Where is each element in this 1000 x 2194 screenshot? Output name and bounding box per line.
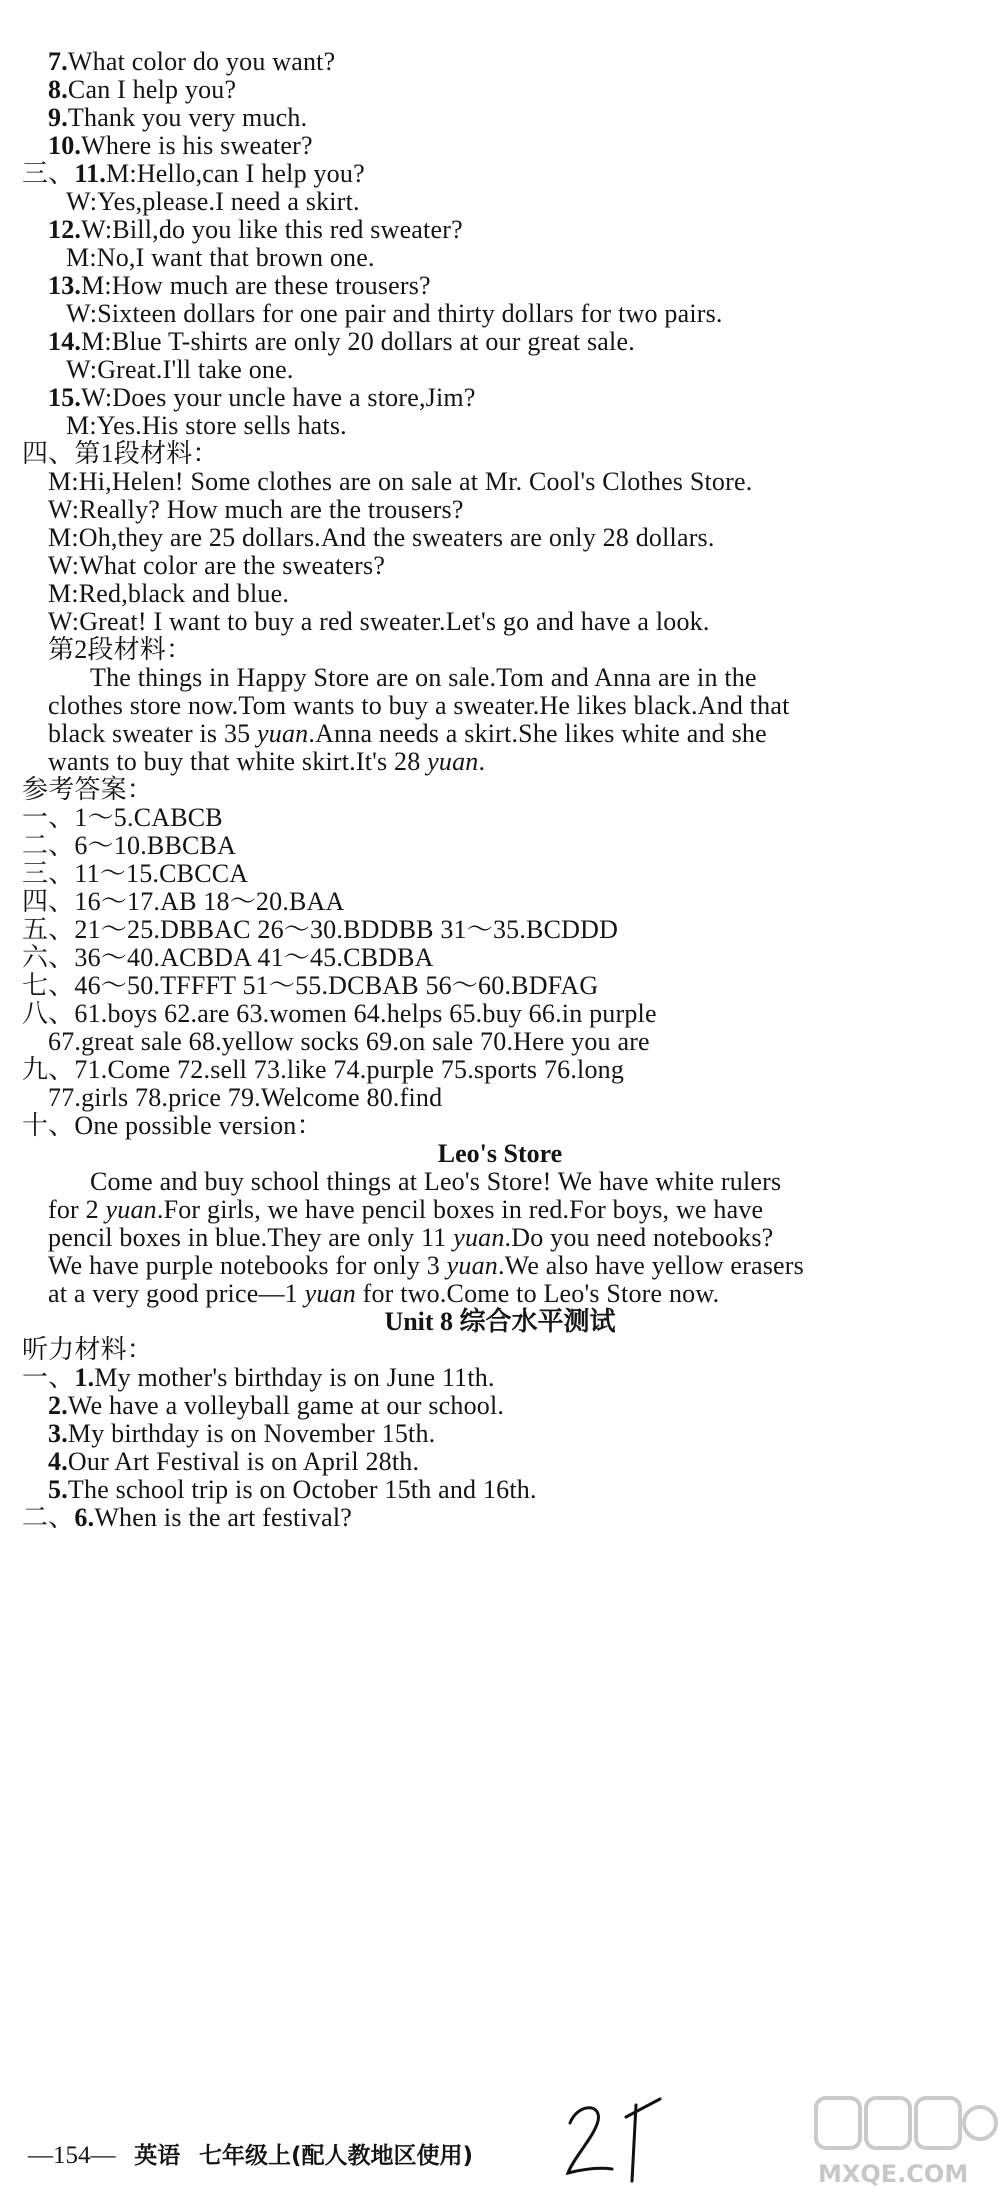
italic-word: yuan bbox=[304, 1279, 356, 1308]
line-text: 五、21～25.DBBAC 26～30.BDDBB 31～35.BCDDD bbox=[22, 915, 619, 944]
line-text: 八、61.boys 62.are 63.women 64.helps 65.buy 66.in purple bbox=[22, 999, 657, 1028]
line-text: Thank you very much. bbox=[67, 103, 308, 132]
section-marker: 一、 bbox=[22, 1363, 75, 1392]
line-text-cont: .Do you need notebooks? bbox=[504, 1223, 774, 1252]
item-number: 13. bbox=[48, 271, 82, 300]
page-footer bbox=[28, 2138, 473, 2174]
line-text: Come and buy school things at Leo's Store! We have white rulers bbox=[90, 1167, 782, 1196]
line-text: W:Does your uncle have a store,Jim? bbox=[81, 383, 476, 412]
italic-word: yuan bbox=[105, 1195, 157, 1224]
line-text-cont: .We also have yellow erasers bbox=[497, 1251, 804, 1280]
line-text: 四、16～17.AB 18～20.BAA bbox=[22, 887, 345, 916]
line-text: M:Yes.His store sells hats. bbox=[66, 411, 347, 440]
item-number: 14. bbox=[48, 327, 82, 356]
line-text: My birthday is on November 15th. bbox=[67, 1419, 436, 1448]
line-text: 十、One possible version： bbox=[22, 1111, 323, 1140]
line-text: Leo's Store bbox=[437, 1139, 563, 1168]
section-marker: 二、 bbox=[22, 1503, 75, 1532]
italic-word: yuan bbox=[453, 1223, 505, 1252]
watermark-url: MXQE.COM bbox=[818, 2160, 969, 2188]
line-text: 一、1～5.CABCB bbox=[22, 803, 223, 832]
line-text: W:Great.I'll take one. bbox=[66, 355, 294, 384]
italic-word: yuan bbox=[257, 719, 309, 748]
line-text: for 2 bbox=[48, 1195, 106, 1224]
line-text: W:Bill,do you like this red sweater? bbox=[81, 215, 463, 244]
line-text: What color do you want? bbox=[67, 47, 336, 76]
watermark-logo bbox=[810, 2090, 1000, 2194]
line-text: black sweater is 35 bbox=[48, 719, 258, 748]
item-number: 2. bbox=[48, 1391, 68, 1420]
line-text: 九、71.Come 72.sell 73.like 74.purple 75.sports 76.long bbox=[22, 1055, 625, 1084]
line-text-cont: .Anna needs a skirt.She likes white and she bbox=[308, 719, 767, 748]
item-number: 15. bbox=[48, 383, 82, 412]
line-text: The school trip is on October 15th and 16th. bbox=[67, 1475, 537, 1504]
line-text: M:No,I want that brown one. bbox=[66, 243, 375, 272]
line-text: Our Art Festival is on April 28th. bbox=[67, 1447, 420, 1476]
line-text: Unit 8 综合水平测试 bbox=[384, 1307, 616, 1336]
line-text: 七、46～50.TFFFT 51～55.DCBAB 56～60.BDFAG bbox=[22, 971, 599, 1000]
item-number: 1. bbox=[74, 1363, 95, 1392]
line-text: W:What color are the sweaters? bbox=[48, 551, 386, 580]
line-text-cont: for two.Come to Leo's Store now. bbox=[355, 1279, 720, 1308]
line-text: When is the art festival? bbox=[94, 1503, 352, 1532]
line-text: pencil boxes in blue.They are only 11 bbox=[48, 1223, 454, 1252]
item-number: 9. bbox=[48, 103, 68, 132]
line-text: M:Oh,they are 25 dollars.And the sweaters are only 28 dollars. bbox=[48, 523, 715, 552]
line-text: 第2段材料： bbox=[48, 635, 193, 664]
line-text: 三、11～15.CBCCA bbox=[22, 859, 249, 888]
item-number: 5. bbox=[48, 1475, 68, 1504]
line-text: M:Red,black and blue. bbox=[48, 579, 290, 608]
line-text: 77.girls 78.price 79.Welcome 80.find bbox=[48, 1083, 443, 1112]
section-marker: 三、 bbox=[22, 159, 75, 188]
line-text: M:Hi,Helen! Some clothes are on sale at Mr. Cool's Clothes Store. bbox=[48, 467, 753, 496]
item-number: 11. bbox=[74, 159, 107, 188]
line-text: 参考答案： bbox=[22, 775, 154, 804]
item-number: 4. bbox=[48, 1447, 68, 1476]
line-text: The things in Happy Store are on sale.Tom and Anna are in the bbox=[90, 663, 757, 692]
line-text: My mother's birthday is on June 11th. bbox=[94, 1363, 495, 1392]
line-text: Where is his sweater? bbox=[81, 131, 313, 160]
line-text: wants to buy that white skirt.It's 28 bbox=[48, 747, 428, 776]
page-number: —154— bbox=[28, 2142, 116, 2169]
line-text: M:Blue T-shirts are only 20 dollars at our great sale. bbox=[81, 327, 635, 356]
line-text: clothes store now.Tom wants to buy a sweater.He likes black.And that bbox=[48, 691, 790, 720]
line-text: W:Really? How much are the trousers? bbox=[48, 495, 464, 524]
line-text: Can I help you? bbox=[67, 75, 237, 104]
line-text: 四、第1段材料： bbox=[22, 439, 219, 468]
line-text: at a very good price—1 bbox=[48, 1279, 305, 1308]
item-number: 8. bbox=[48, 75, 68, 104]
line-text: 67.great sale 68.yellow socks 69.on sale 70.Here you are bbox=[48, 1027, 650, 1056]
italic-word: yuan bbox=[427, 747, 479, 776]
handwritten-mark bbox=[560, 2095, 670, 2185]
item-number: 6. bbox=[74, 1503, 95, 1532]
line-text: We have purple notebooks for only 3 bbox=[48, 1251, 447, 1280]
item-number: 7. bbox=[48, 47, 68, 76]
line-text: M:How much are these trousers? bbox=[81, 271, 431, 300]
line-text-cont: .For girls, we have pencil boxes in red.For boys, we have bbox=[156, 1195, 764, 1224]
subject-label: 英语 bbox=[134, 2143, 181, 2169]
item-number: 12. bbox=[48, 215, 82, 244]
line-text: M:Hello,can I help you? bbox=[106, 159, 365, 188]
item-number: 3. bbox=[48, 1419, 68, 1448]
item-number: 10. bbox=[48, 131, 82, 160]
line-text: 二、6～10.BBCBA bbox=[22, 831, 237, 860]
text-line bbox=[22, 1500, 352, 1536]
line-text: W:Sixteen dollars for one pair and thirty dollars for two pairs. bbox=[66, 299, 723, 328]
line-text: 六、36～40.ACBDA 41～45.CBDBA bbox=[22, 943, 434, 972]
line-text: W:Yes,please.I need a skirt. bbox=[66, 187, 360, 216]
line-text: 听力材料： bbox=[22, 1335, 154, 1364]
line-text-cont: . bbox=[478, 747, 486, 776]
grade-label: 七年级上(配人教地区使用) bbox=[199, 2143, 474, 2169]
line-text: W:Great! I want to buy a red sweater.Let's go and have a look. bbox=[48, 607, 710, 636]
line-text: We have a volleyball game at our school. bbox=[67, 1391, 505, 1420]
italic-word: yuan bbox=[446, 1251, 498, 1280]
